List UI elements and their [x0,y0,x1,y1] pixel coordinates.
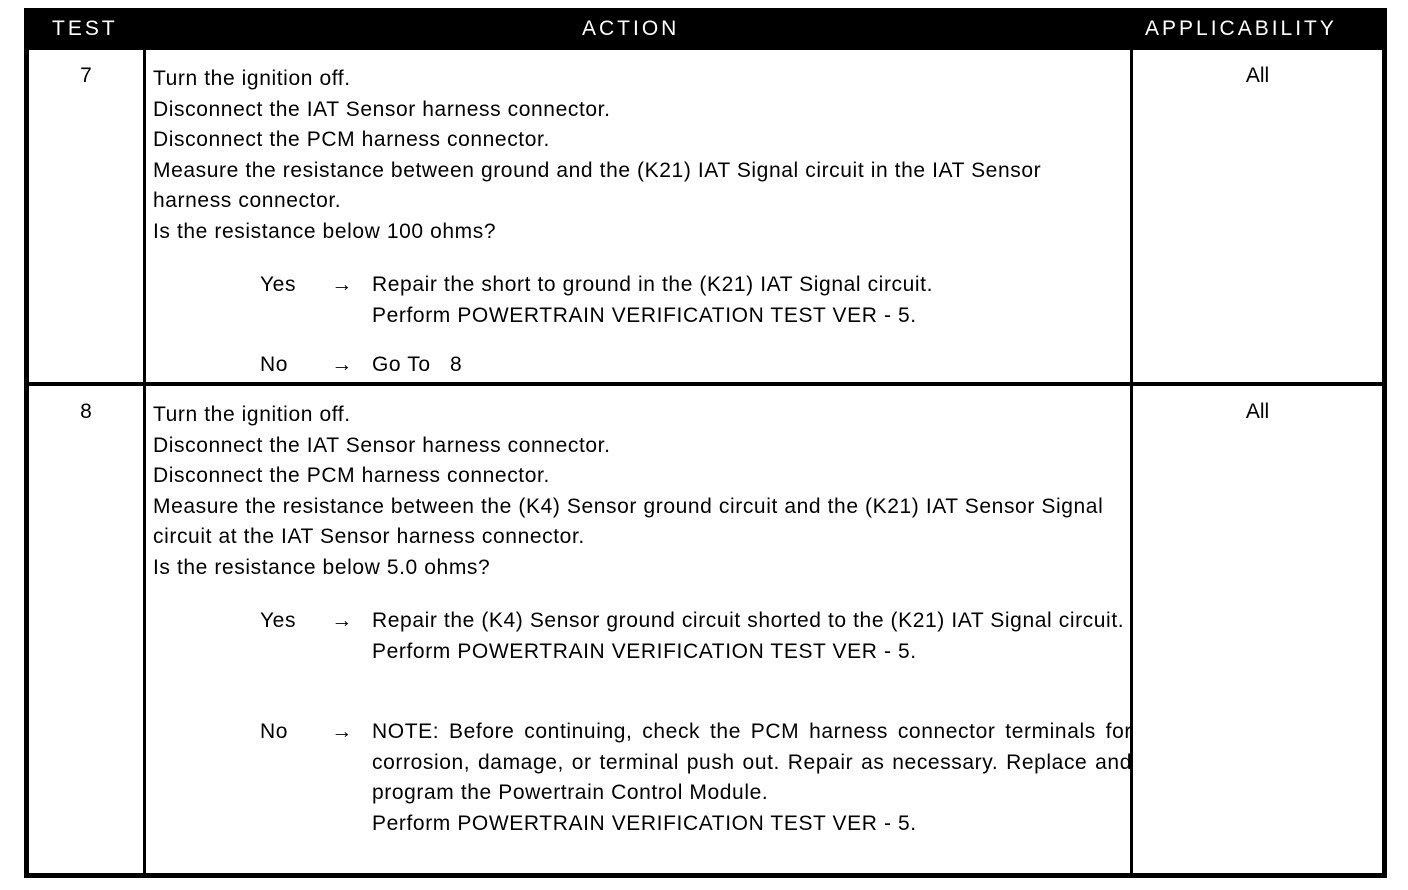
table-row-test-cell [29,386,143,873]
action-step: Disconnect the PCM harness connector. [153,464,550,487]
result-line: Perform POWERTRAIN VERIFICATION TEST VER - 5. [372,303,917,327]
action-step: Disconnect the IAT Sensor harness connector. [153,97,611,121]
test-number: 7 [80,64,92,87]
yes-result [372,270,1132,331]
action-steps [153,64,1123,247]
yes-result [372,606,1132,667]
result-line: Repair the (K4) Sensor ground circuit shorted to the (K21) IAT Signal circuit. [372,609,1125,632]
arrow-right-icon: → [331,273,353,296]
diagnostic-table [24,8,1387,878]
header-test: TEST [52,17,118,40]
action-step: Disconnect the IAT Sensor harness connector. [153,433,611,457]
action-step: Measure the resistance between the (K4) Sensor ground circuit and the (K21) IAT Sensor Signal circuit at the IAT Sensor harness connector. [153,494,1104,548]
arrow-right-icon: → [331,609,353,632]
no-label: No [260,353,289,376]
header-action: ACTION [582,17,680,40]
result-line: NOTE: Before continuing, check the PCM harness connector terminals for corrosion, damage, or terminal push out. Repair as necessary. Replace and program the Powertrain Control Module. [372,720,1132,804]
test-number: 8 [80,400,92,423]
table-row-test-cell [29,50,143,382]
yes-label: Yes [260,609,297,632]
arrow-right-icon: → [331,720,353,743]
applicability-value: All [1245,400,1270,423]
no-label: No [260,720,289,743]
action-step: Turn the ignition off. [153,403,351,426]
action-step: Is the resistance below 100 ohms? [153,219,497,243]
applicability-value: All [1245,64,1270,87]
no-result [372,350,1132,381]
result-line: Perform POWERTRAIN VERIFICATION TEST VER - 5. [372,639,917,663]
table-row-action-cell [146,386,1130,873]
table-row-applicability-cell [1133,50,1382,382]
table-row-applicability-cell [1133,386,1382,873]
yes-label: Yes [260,273,297,296]
action-step: Is the resistance below 5.0 ohms? [153,555,491,579]
header-applicability: APPLICABILITY [1145,17,1337,40]
arrow-right-icon: → [331,353,353,376]
action-step: Turn the ignition off. [153,67,351,90]
result-line: Perform POWERTRAIN VERIFICATION TEST VER - 5. [372,811,917,835]
no-result [372,717,1132,839]
result-line: Repair the short to ground in the (K21) IAT Signal circuit. [372,273,934,296]
action-step: Measure the resistance between ground and the (K21) IAT Signal circuit in the IAT Sensor harness connector. [153,158,1042,212]
table-header [24,8,1387,50]
action-step: Disconnect the PCM harness connector. [153,128,550,151]
action-steps [153,400,1123,583]
result-line: Go To 8 [372,353,463,376]
table-row-action-cell [146,50,1130,382]
